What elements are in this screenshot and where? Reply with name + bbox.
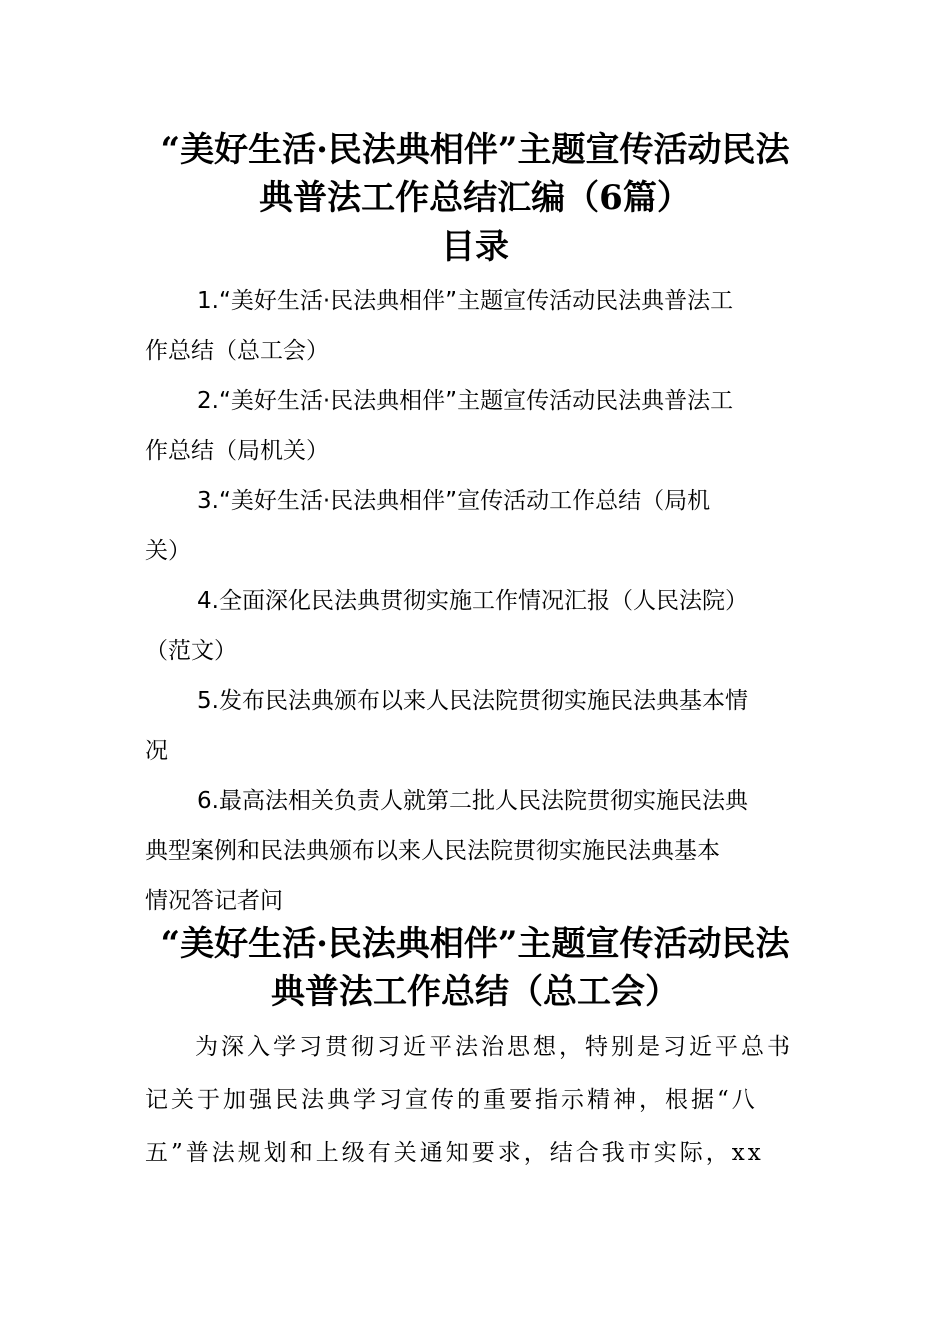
toc-heading: 目录 [441,227,509,267]
toc-item [145,376,810,476]
toc-item-text: 情况答记者问 [145,888,283,914]
toc-item-text: 况 [145,738,168,764]
section-title-line: “美好生活·民法典相伴”主题宣传活动民法 [160,924,790,964]
document-title-line: 典普法工作总结汇编（6篇） [259,178,691,218]
toc-item-text: 6.最高法相关负责人就第二批人民法院贯彻实施民法典 [197,788,748,814]
toc-item [145,676,810,776]
section-title-line: 典普法工作总结（总工会） [271,972,679,1012]
body-line: 记关于加强民法典学习宣传的重要指示精神，根据“八 [145,1087,758,1113]
toc-item-text: 2.“美好生活·民法典相伴”主题宣传活动民法典普法工 [197,388,734,414]
toc-item-text: 1.“美好生活·民法典相伴”主题宣传活动民法典普法工 [197,288,734,314]
toc-item-text: 典型案例和民法典颁布以来人民法院贯彻实施民法典基本 [145,838,720,864]
section-title [130,920,820,1016]
document-title-line: “美好生活·民法典相伴”主题宣传活动民法 [160,130,790,170]
toc-item-text: 作总结（局机关） [145,438,329,464]
toc-item-text: 作总结（总工会） [145,338,329,364]
toc-item-text: 3.“美好生活·民法典相伴”宣传活动工作总结（局机 [197,488,711,514]
toc-item-text: 5.发布民法典颁布以来人民法院贯彻实施民法典基本情 [197,688,748,714]
table-of-contents [145,276,810,926]
body-line: 为深入学习贯彻习近平法治思想，特别是习近平总书 [195,1034,793,1060]
toc-item [145,776,810,926]
toc-item [145,476,810,576]
toc-item [145,276,810,376]
body-line: 五”普法规划和上级有关通知要求，结合我市实际，xx [145,1140,764,1166]
toc-item-text: （范文） [145,638,237,664]
toc-item [145,576,810,676]
toc-item-text: 关） [145,538,191,564]
body-paragraph [145,1021,810,1180]
document-title [130,126,820,222]
toc-item-text: 4.全面深化民法典贯彻实施工作情况汇报（人民法院） [197,588,748,614]
